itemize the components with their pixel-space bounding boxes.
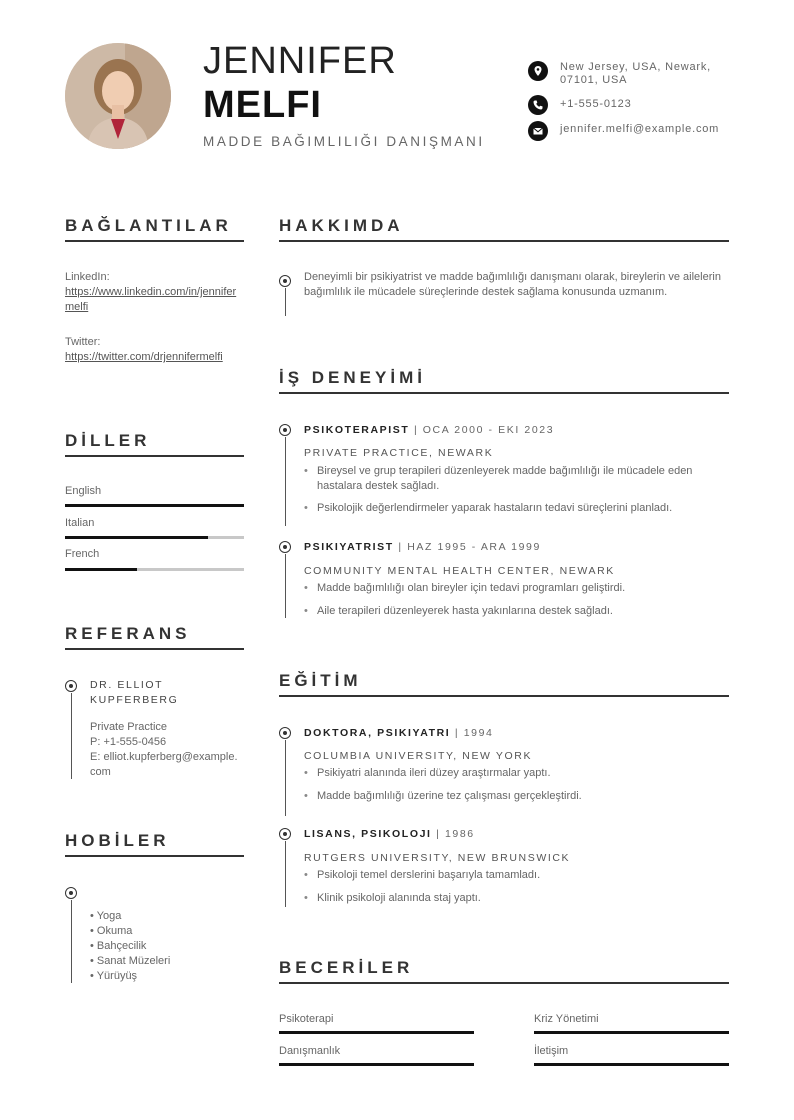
phone-icon: [528, 95, 548, 115]
education-bullet: • Madde bağımlılığı üzerine tez çalışması gerçekleştirdi.: [304, 789, 729, 804]
language-level-fill: [65, 568, 137, 571]
references-divider: [65, 648, 244, 650]
about-divider: [279, 240, 729, 242]
education-heading-line: [304, 828, 475, 840]
experience-bullet: • Psikolojik değerlendirmeler yaparak hastaların tedavi süreçlerini planladı.: [304, 501, 729, 516]
hobby-item: • Bahçecilik: [90, 940, 147, 952]
education-divider: [279, 695, 729, 697]
language-name: Italian: [65, 517, 95, 529]
link-twitter: [65, 335, 244, 365]
phone-text: +1-555-0123: [560, 98, 632, 110]
timeline-line: [285, 740, 286, 816]
skill-name: İletişim: [534, 1045, 569, 1057]
timeline-dot: [279, 424, 291, 436]
language-level-fill: [65, 536, 208, 539]
hobby-item: • Yoga: [90, 910, 122, 922]
link-label: Twitter:: [65, 336, 101, 348]
experience-dates: | HAZ 1995 - ARA 1999: [398, 541, 541, 553]
skill-name: Kriz Yönetimi: [534, 1013, 599, 1025]
experience-bullet: • Aile terapileri düzenleyerek hasta yakınlarına destek sağladı.: [304, 604, 729, 619]
hobby-item: • Yürüyüş: [90, 970, 138, 982]
twitter-url[interactable]: https://twitter.com/drjennifermelfi: [65, 351, 223, 363]
about-text: Deneyimli bir psikiyatrist ve madde bağımlılığı danışmanı olarak, bireylerin ve ailelerin bağımlılık ile mücadele süreçlerinde destek sağlama konusunda uzmanım.: [304, 271, 721, 298]
experience-organization: COMMUNITY MENTAL HEALTH CENTER, NEWARK: [304, 565, 615, 577]
timeline-dot: [279, 275, 291, 287]
reference-phone: P: +1-555-0456: [90, 736, 167, 748]
link-label: LinkedIn:: [65, 271, 110, 283]
reference-email: E: elliot.kupferberg@example.com: [90, 751, 238, 778]
language-name: French: [65, 548, 100, 560]
profile-photo: [65, 43, 171, 149]
experience-heading-line: [304, 541, 541, 553]
skill-level-fill: [279, 1063, 474, 1066]
language-name: English: [65, 485, 102, 497]
hobby-item: • Okuma: [90, 925, 133, 937]
reference-details: [90, 720, 242, 780]
language-level-bar: [65, 504, 244, 507]
skill-level-fill: [534, 1063, 729, 1066]
reference-name: DR. ELLIOT KUPFERBERG: [90, 679, 179, 706]
education-year: | 1994: [454, 727, 494, 739]
skill-level-bar: [279, 1063, 474, 1066]
about-heading: HAKKIMDA: [279, 216, 404, 235]
education-school: COLUMBIA UNIVERSITY, NEW YORK: [304, 750, 533, 762]
contact-email: [528, 121, 720, 141]
skills-divider: [279, 982, 729, 984]
education-degree: DOKTORA, PSIKIYATRI: [304, 727, 451, 739]
timeline-dot: [65, 680, 77, 692]
languages-divider: [65, 455, 244, 457]
timeline-line: [285, 841, 286, 907]
reference-company: Private Practice: [90, 721, 168, 733]
language-level-fill: [65, 504, 244, 507]
timeline-line: [285, 288, 286, 316]
experience-role: PSIKIYATRIST: [304, 541, 394, 553]
timeline-dot: [279, 727, 291, 739]
linkedin-url[interactable]: https://www.linkedin.com/in/jennifermelfi: [65, 286, 237, 313]
education-year: | 1986: [436, 828, 475, 840]
experience-dates: | OCA 2000 - EKI 2023: [413, 424, 555, 436]
education-heading: EĞİTİM: [279, 671, 362, 690]
experience-bullet: • Madde bağımlılığı olan bireyler için tedavi programları geliştirdi.: [304, 581, 729, 596]
link-linkedin: [65, 270, 244, 315]
skills-heading: BECERİLER: [279, 958, 414, 977]
location-pin-icon: [528, 61, 548, 81]
skill-level-fill: [279, 1031, 474, 1034]
experience-divider: [279, 392, 729, 394]
experience-heading: İŞ DENEYİMİ: [279, 368, 426, 387]
links-heading: BAĞLANTILAR: [65, 216, 232, 235]
timeline-line: [71, 900, 72, 983]
links-divider: [65, 240, 244, 242]
experience-role: PSIKOTERAPIST: [304, 424, 410, 436]
contact-phone: [528, 95, 720, 115]
skill-level-bar: [534, 1031, 729, 1034]
language-level-bar: [65, 568, 244, 571]
envelope-icon: [528, 121, 548, 141]
timeline-line: [285, 437, 286, 526]
references-heading: REFERANS: [65, 624, 191, 643]
experience-bullet: • Bireysel ve grup terapileri düzenleyerek madde bağımlılığı ile mücadele eden hastalara destek sağladı.: [304, 464, 729, 494]
skill-name: Psikoterapi: [279, 1013, 334, 1025]
hobbies-divider: [65, 855, 244, 857]
first-name: JENNIFER: [203, 40, 397, 82]
experience-heading-line: [304, 424, 554, 436]
last-name: MELFI: [203, 84, 322, 126]
skill-level-bar: [534, 1063, 729, 1066]
skill-level-bar: [279, 1031, 474, 1034]
skill-level-fill: [534, 1031, 729, 1034]
language-level-bar: [65, 536, 244, 539]
hobbies-heading: HOBİLER: [65, 831, 170, 850]
timeline-dot: [279, 541, 291, 553]
job-title: MADDE BAĞIMLILIĞI DANIŞMANI: [203, 134, 485, 149]
education-school: RUTGERS UNIVERSITY, NEW BRUNSWICK: [304, 852, 571, 864]
education-bullet: • Psikoloji temel derslerini başarıyla tamamladı.: [304, 868, 729, 883]
timeline-line: [71, 693, 72, 779]
languages-heading: DİLLER: [65, 431, 151, 450]
address-text: New Jersey, USA, Newark, 07101, USA: [560, 61, 712, 86]
hobbies-list: [90, 909, 170, 984]
hobby-item: • Sanat Müzeleri: [90, 955, 171, 967]
timeline-dot: [279, 828, 291, 840]
education-degree: LISANS, PSIKOLOJI: [304, 828, 432, 840]
education-heading-line: [304, 727, 493, 739]
education-bullet: • Klinik psikoloji alanında staj yaptı.: [304, 891, 729, 906]
timeline-dot: [65, 887, 77, 899]
contact-address: [528, 61, 720, 87]
experience-organization: PRIVATE PRACTICE, NEWARK: [304, 447, 494, 459]
education-bullet: • Psikiyatri alanında ileri düzey araştırmalar yaptı.: [304, 766, 729, 781]
email-text[interactable]: jennifer.melfi@example.com: [560, 123, 720, 135]
timeline-line: [285, 554, 286, 618]
skill-name: Danışmanlık: [279, 1045, 341, 1057]
